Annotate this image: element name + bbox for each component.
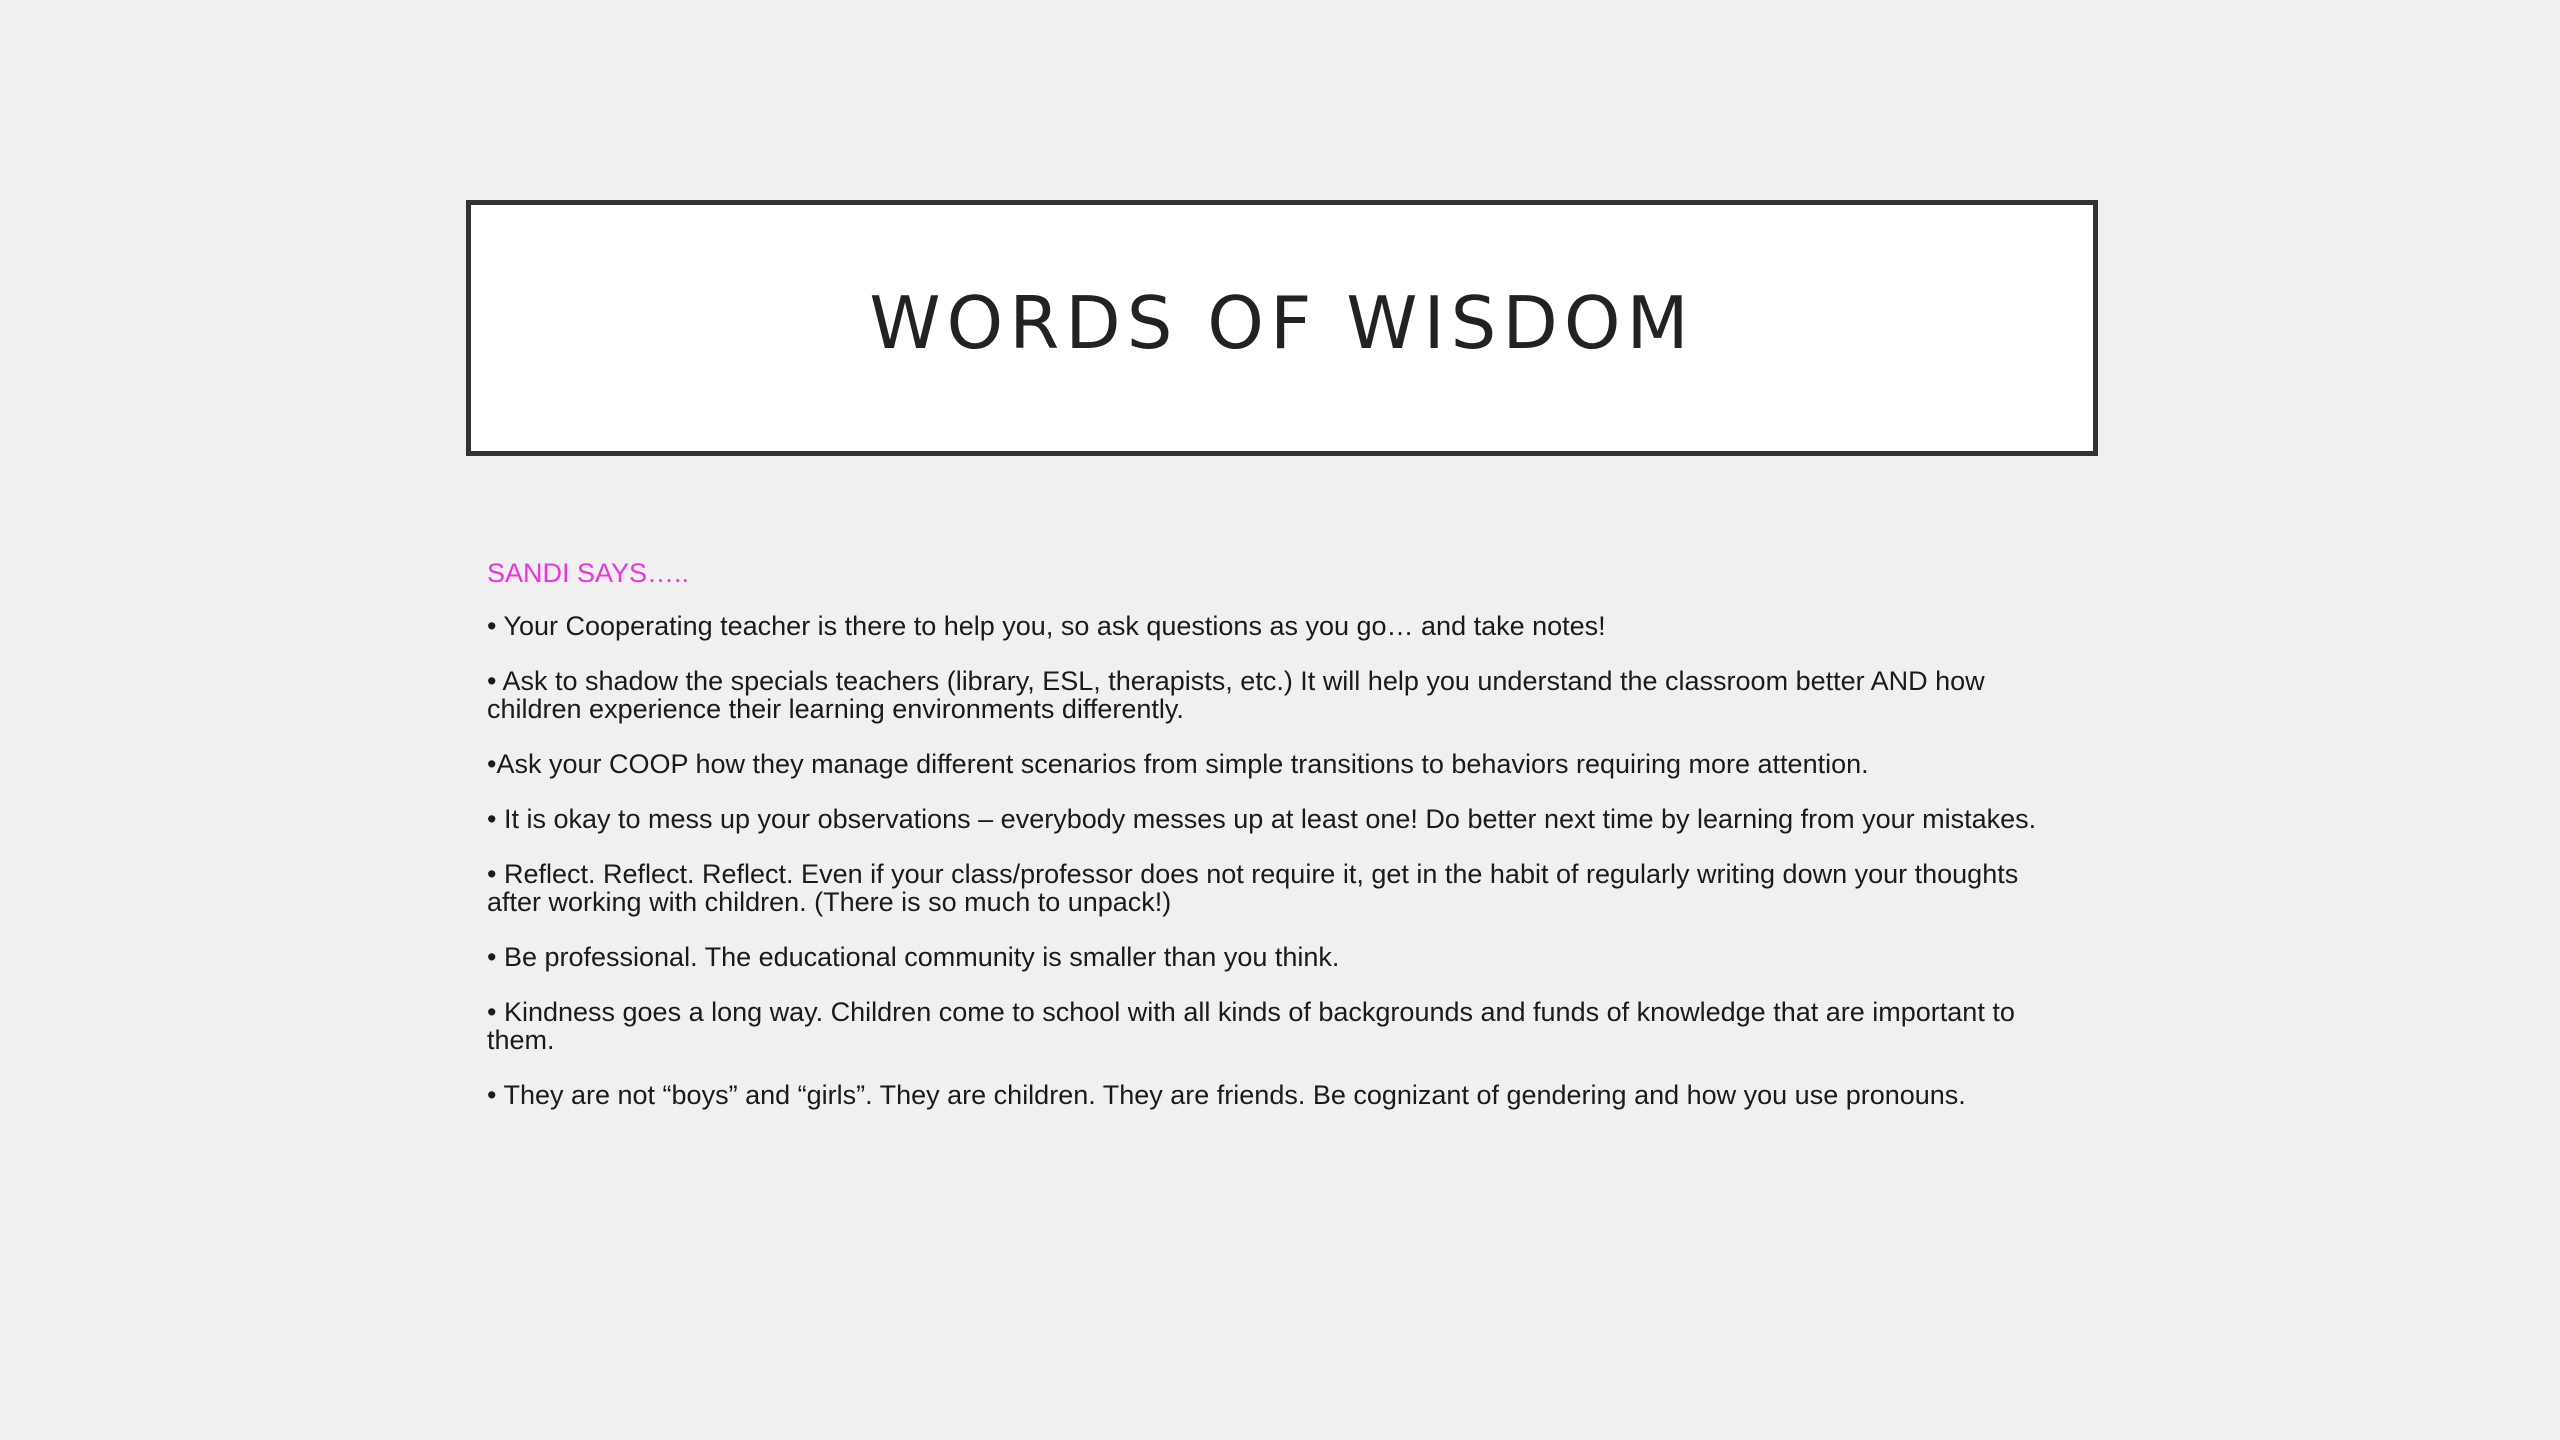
title-box: [466, 200, 2098, 456]
section-heading: SANDI SAYS…..: [487, 558, 690, 588]
bullet-item: • Ask to shadow the specials teachers (library, ESL, therapists, etc.) It will help you understand the classroom better AND how children experience their learning environments differently.: [487, 666, 1985, 724]
content-area: [487, 556, 2067, 1136]
bullet-item: • Kindness goes a long way. Children come to school with all kinds of backgrounds and funds of knowledge that are important to them.: [487, 997, 2015, 1055]
bullet-item: • Reflect. Reflect. Reflect. Even if your class/professor does not require it, get in the habit of regularly writing down your thoughts after working with children. (There is so much to unpack!): [487, 859, 2019, 917]
bullet-item: • Your Cooperating teacher is there to help you, so ask questions as you go… and take notes!: [487, 611, 1606, 641]
bullet-item: • They are not “boys” and “girls”. They are children. They are friends. Be cognizant of gendering and how you use pronouns.: [487, 1080, 1966, 1110]
slide-title: WORDS OF WISDOM: [869, 281, 1695, 365]
bullet-item: • Be professional. The educational community is smaller than you think.: [487, 942, 1340, 972]
bullet-item: •Ask your COOP how they manage different scenarios from simple transitions to behaviors requiring more attention.: [487, 749, 1869, 779]
bullet-item: • It is okay to mess up your observations – everybody messes up at least one! Do better next time by learning from your mistakes.: [487, 804, 2037, 834]
